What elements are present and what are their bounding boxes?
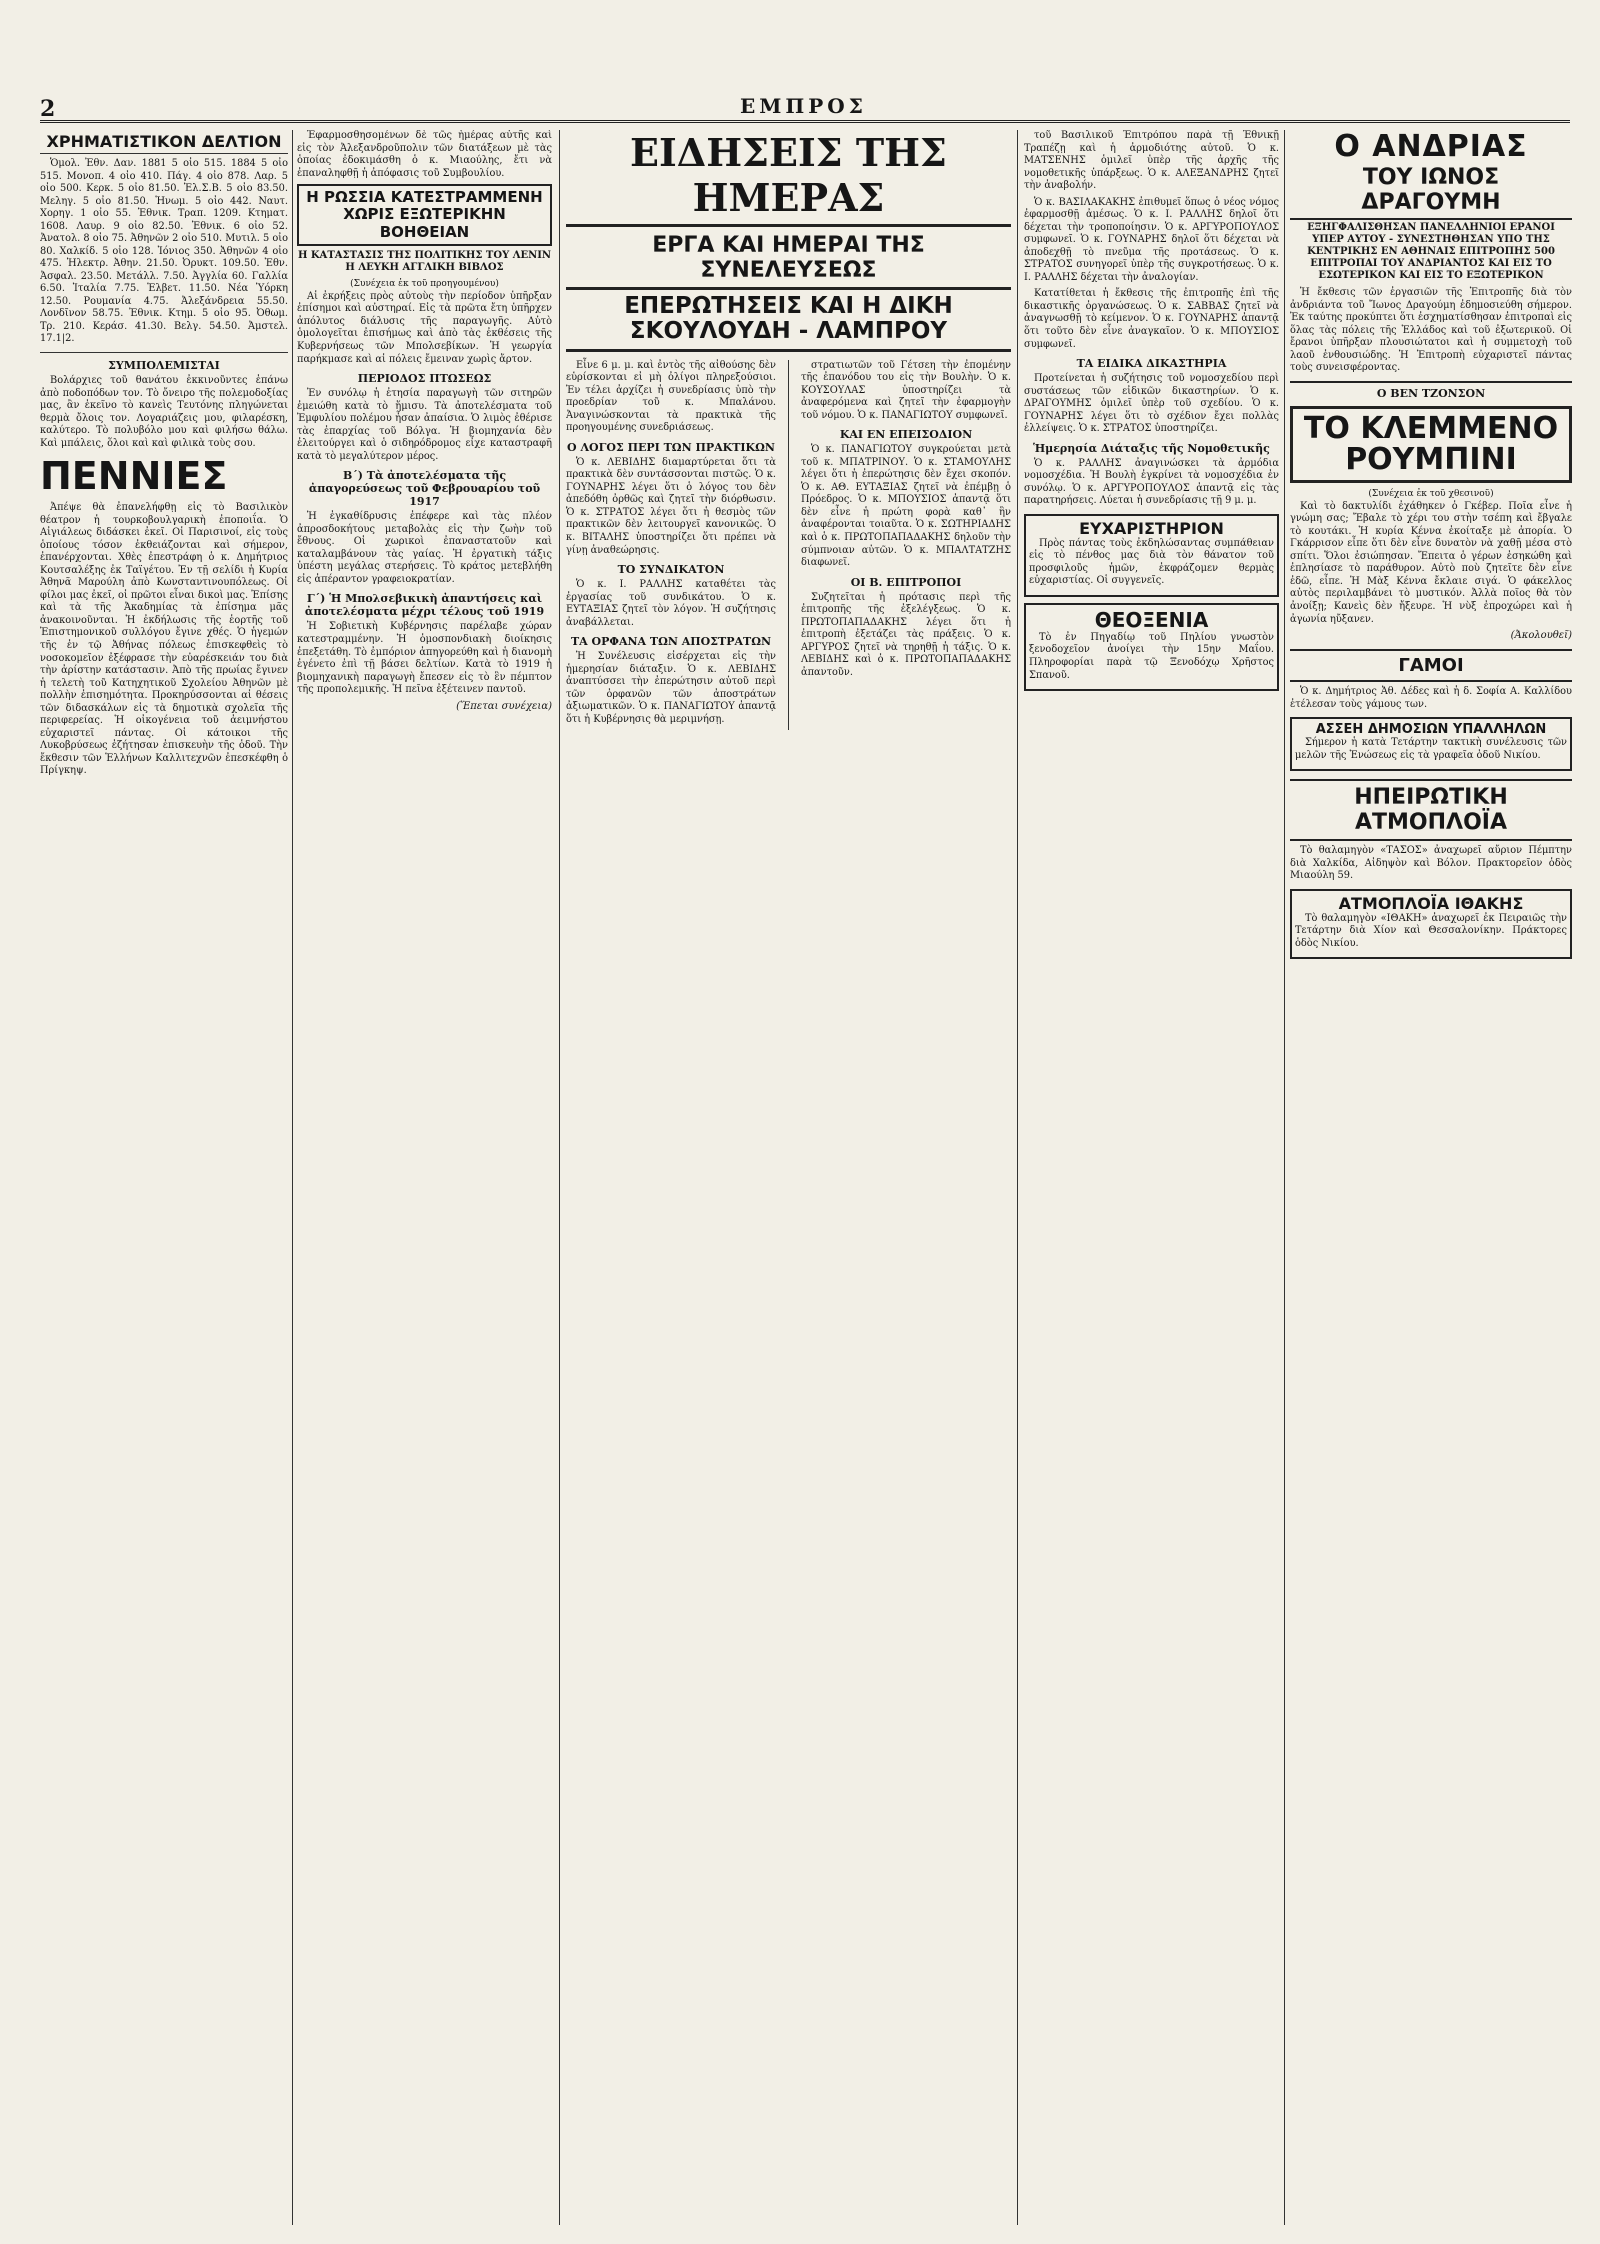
russia-article-subtitle: Η ΚΑΤΑΣΤΑΣΙΣ ΤΗΣ ΠΟΛΙΤΙΚΗΣ ΤΟΥ ΛΕΝΙΝ Η ΛΕΥΚΗ ΑΓΓΛΙΚΗ ΒΙΒΛΟΣ bbox=[297, 249, 552, 273]
minutes-text: Ὁ κ. ΛΕΒΙΔΗΣ διαμαρτύρεται ὅτι τὰ πρακτικὰ δὲν συντάσσονται πιστῶς. Ὁ κ. ΓΟΥΝΑΡΗΣ λέγει ὅτι ὁ λόγος του δὲν ἀπεδόθη ὀρθῶς καὶ ζητεῖ τὴν διόρθωσιν. Ὁ κ. ΣΤΡΑΤΟΣ λέγει ὅτι ἡ θεσμὸς τῶν πρακτικῶν δὲν λειτουργεῖ κανονικῶς. Ὁ κ. ΒΙΤΑΛΗΣ ὑποστηρίζει ὅτι πρέπει νὰ γίνῃ ἀναθεώρησις. bbox=[566, 456, 777, 556]
russia-article-text: Αἱ ἐκρήξεις πρὸς αὐτοὺς τὴν περίοδον ὑπῆρξαν ἐπίσημοι καὶ αὐστηραί. Εἰς τὰ πρῶτα ἔτη ὑπῆρχεν ἀπόλυτος διάλυσις τῆς παραγωγῆς. Αὐτὸ ὁμολογεῖται ἐπισήμως καὶ ἀπὸ τὰς ἐκθέσεις τῆς Κυβερνήσεως τῶν Μπολσεβίκων. Ἡ γεωργία παρήκμασε καὶ αἱ πόλεις ἔμειναν χωρὶς ἄρτον. bbox=[297, 290, 552, 365]
statue-subtitle: ΕΞΗΓΦΑΛΙΣΘΗΣΑΝ ΠΑΝΕΛΛΗΝΙΟΙ ΕΡΑΝΟΙ ΥΠΕΡ ΑΥΤΟΥ - ΣΥΝΕΣΤΗΘΗΣΑΝ ΥΠΟ ΤΗΣ ΚΕΝΤΡΙΚΗΣ ΕΝ ΑΘΗΝΑΙΣ ΕΠΙΤΡΟΠΗΣ 500 ΕΠΙΤΡΟΠΑΙ ΤΟΥ ΑΝΔΡΙΑΝΤΟΣ ΚΑΙ ΕΙΣ ΤΟ ΕΣΩΤΕΡΙΚΟΝ ΚΑΙ ΕΙΣ ΤΟ ΕΞΩΤΕΡΙΚΟΝ bbox=[1307, 222, 1555, 281]
agenda-text: Ὁ κ. ΡΑΛΛΗΣ ἀναγινώσκει τὰ ἀρμόδια νομοσχέδια. Ἡ Βουλὴ ἐγκρίνει τὰ νομοσχέδια ἐν συνόλῳ. Ὁ κ. ΑΡΓΥΡΟΠΟΥΛΟΣ ἀπαντᾷ εἰς τὰς παρατηρήσεις. Λύεται ἡ συνεδρίασις τῇ 9 μ. μ. bbox=[1024, 457, 1279, 507]
pennies-text: Ἀπέψε θὰ ἐπανελήφθῃ εἰς τὸ Βασιλικὸν θέατρον ἡ τουρκοβουλγαρικὴ ἐποποιΐα. Ὁ Αἰγιάλεως διδάσκει ἐκεῖ. Οἱ Παρισινοί, εἰς τοὺς ὁποίους τόσον ἐκθειάζονται καὶ σήμερον, ἐπανέρχονται. Χθὲς ἐπεστράφη ὁ κ. Δημήτριος Κουτσαλέξης ἐκ Ταϊγέτου. Ἐν τῇ σελίδι ἡ Κυρία Ἀθηνᾶ Μαρούλη ἀπὸ Κωνσταντινουπόλεως. Οἱ φίλοι μας ἐκεῖ, οἱ πρῶτοι εἶναι δικοὶ μας. Ἐπίσης καὶ τὰ τῆς Ἀκαδημίας τὰ ἐπίσημα μᾶς ἀνακοινοῦνται. Ἡ ἐκδήλωσις τῆς ἑορτῆς τοῦ Ἐπιστημονικοῦ συλλόγου ἔγινε χθές. Ὁ ἡγεμών τῆς ἐν τῷ Ἀθήνας πόλεως ἐπισκεφθεὶς τὸ νοσοκομεῖον ἐξέφρασε τὴν εὐαρέσκειάν του διὰ τὴν ἀρίστην κατάστασιν. Ἀπὸ τῆς πρωίας ἔγινεν ἡ τελετὴ τοῦ Κατηχητικοῦ Σχολείου Ἀθηνῶν μὲ πολλὴν ἐπισημότητα. Προκηρύσσονται αἱ θέσεις τῶν διδασκάλων εἰς τὰ δημοτικὰ σχολεῖα τῆς περιφερείας. Ἡ οἰκογένεια τοῦ ἀειμνήστου εὐχαριστεῖ πάντας. Οἱ κάτοικοι τῆς Λυκοβρύσεως ἐζήτησαν ἐπισκευὴν τῆς ὁδοῦ. Τὴν ἔκθεσιν τῶν Ἑλλήνων Καλλιτεχνῶν ἐπεσκέφθη ὁ Πρίγκηψ. bbox=[40, 502, 288, 777]
period-heading: ΠΕΡΙΟΔΟΣ ΠΤΩΣΕΩΣ bbox=[357, 372, 492, 386]
orphans-text: Ἡ Συνέλευσις εἰσέρχεται εἰς τὴν ἡμερησίαν διάταξιν. Ὁ κ. ΛΕΒΙΔΗΣ ἀναπτύσσει τὴν ἐπερώτησιν αὐτοῦ περὶ τῶν ὀρφανῶν τῶν ἀποστράτων ἀξιωματικῶν. Ὁ κ. ΠΑΝΑΓΙΩΤΟΥ ἀπαντᾷ ὅτι ἡ Κυβέρνησις θὰ μεριμνήσῃ. bbox=[566, 651, 777, 725]
separator bbox=[40, 352, 288, 353]
pennies-title: ΠΕΝΝΙΕΣ bbox=[40, 454, 228, 499]
story-title: ΤΟ ΚΛΕΜΜΕΝΟ ΡΟΥΜΠΙΝΙ bbox=[1290, 406, 1572, 483]
column-3 bbox=[566, 130, 1011, 2225]
column-divider bbox=[559, 130, 560, 2225]
section-c-text: Ἡ Σοβιετικὴ Κυβέρνησις παρέλαβε χώραν κατεστραμμένην. Ἡ ὁμοσπονδιακὴ διοίκησις ἐπεξετάθη. Τὸ ἐμπόριον ἀπηγορεύθη καὶ ἡ διανομὴ ἐγένετο ἐπὶ τῇ βάσει δελτίων. Κατὰ τὸ 1919 ἡ βιομηχανικὴ παραγωγὴ ἔπεσεν εἰς τὸ ἓν πέμπτον τῆς προπολεμικῆς. Ἡ πεῖνα ἐξέτεινεν παντοῦ. bbox=[297, 621, 552, 696]
proceedings-text: Ὁ κ. ΒΑΣΙΛΑΚΑΚΗΣ ἐπιθυμεῖ ὅπως ὁ νέος νόμος ἐφαρμοσθῇ ἀμέσως. Ὁ κ. Ι. ΡΑΛΛΗΣ δηλοῖ ὅτι δέχεται τὴν τροποποίησιν. Ὁ κ. ΑΡΓΥΡΟΠΟΥΛΟΣ συμφωνεῖ. Ὁ κ. ΓΟΥΝΑΡΗΣ δηλοῖ ὅτι δέχεται νὰ ἀποδεχθῇ τὸ πνεῦμα τῆς προτάσεως. Ὁ κ. ΣΤΡΑΤΟΣ συνηγορεῖ ὑπὲρ τῆς συγκροτήσεως. Ὁ κ. Ι. ΡΑΛΛΗΣ δέχεται τὴν ἀναλογίαν. bbox=[1024, 196, 1279, 283]
statue-text: Ἡ ἔκθεσις τῶν ἐργασιῶν τῆς Ἐπιτροπῆς διὰ τὸν ἀνδριάντα τοῦ Ἴωνος Δραγούμη ἐδημοσιεύθη σήμερον. Ἐκ ταύτης προκύπτει ὅτι ἐσχηματίσθησαν ἐπιτροπαὶ εἰς ὅλας τὰς πόλεις τῆς Ἑλλάδος καὶ τοῦ ἐξωτερικοῦ. Οἱ ἔρανοι ὑπῆρξαν πλουσιώτατοι καὶ ἡ συμμετοχὴ τοῦ λαοῦ ἐνθουσιώδης. Ἡ Ἐπιτροπὴ εὐχαριστεῖ πάντας τοὺς συνεισφέροντας. bbox=[1290, 287, 1572, 374]
assembly-works-title: ΕΡΓΑ ΚΑΙ ΗΜΕΡΑΙ ΤΗΣ ΣΥΝΕΛΕΥΣΕΩΣ bbox=[652, 233, 925, 283]
thanks-text: Πρὸς πάντας τοὺς ἐκδηλώσαντας συμπάθειαν εἰς τὸ πένθος μας διὰ τὸν θάνατον τοῦ προσφιλοῦς ἡμῶν, ἐκφράζομεν θερμὰς εὐχαριστίας. Οἱ συγγενεῖς. bbox=[1029, 537, 1274, 587]
ithaca-shipping-text: Τὸ θαλαμηγὸν «ΙΘΑΚΗ» ἀναχωρεῖ ἐκ Πειραιῶς τὴν Τετάρτην διὰ Χίον καὶ Θεσσαλονίκην. Πράκτορες ὁδὸς Νικίου. bbox=[1295, 912, 1567, 949]
thanks-notice bbox=[1024, 514, 1279, 597]
civil-servants-title: ΑΣΣΕΗ ΔΗΜΟΣΙΩΝ ΥΠΑΛΛΗΛΩΝ bbox=[1315, 722, 1547, 738]
column-2 bbox=[297, 130, 552, 2225]
paper-name: ΕΜΠΡΟΣ bbox=[740, 94, 867, 118]
russia-article-title: Η ΡΩΣΣΙΑ ΚΑΤΕΣΤΡΑΜΜΕΝΗ ΧΩΡΙΣ ΕΞΩΤΕΡΙΚΗΝ ΒΟΗΘΕΙΑΝ bbox=[297, 184, 552, 246]
column-4 bbox=[1024, 130, 1279, 2225]
statue-subject: ΤΟΥ ΙΩΝΟΣ ΔΡΑΓΟΥΜΗ bbox=[1290, 165, 1572, 220]
special-courts-text: Προτείνεται ἡ συζήτησις τοῦ νομοσχεδίου περὶ συστάσεως τῶν εἰδικῶν δικαστηρίων. Ὁ κ. ΔΡΑΓΟΥΜΗΣ ὁμιλεῖ ὑπὲρ τοῦ σχεδίου. Ὁ κ. ΓΟΥΝΑΡΗΣ λέγει ὅτι τὸ σχέδιον ἔχει πολλὰς ἐλλείψεις. Ὁ κ. ΣΤΡΑΤΟΣ ὑποστηρίζει. bbox=[1024, 373, 1279, 435]
top-rule bbox=[40, 120, 1570, 123]
minutes-heading: Ο ΛΟΓΟΣ ΠΕΡΙ ΤΩΝ ΠΡΑΚΤΙΚΩΝ bbox=[567, 440, 775, 454]
poem-title: ΣΥΜΠΟΛΕΜΙΣΤΑΙ bbox=[108, 358, 220, 372]
soldiers-text: στρατιωτῶν τοῦ Γέτσεη τὴν ἐπομένην τῆς ἐπανόδου του εἰς τὴν Βουλὴν. Ὁ κ. ΚΟΥΣΟΥΛΑΣ ὑποστηρίζει τὰ ἀναφερόμενα καὶ ζητεῖ τὴν ἐφαρμογὴν τοῦ νόμου. Ὁ κ. ΠΑΝΑΓΙΩΤΟΥ συμφωνεῖ. bbox=[800, 359, 1011, 421]
incident-text: Ὁ κ. ΠΑΝΑΓΙΩΤΟΥ συγκρούεται μετὰ τοῦ κ. ΜΠΑΤΡΙΝΟΥ. Ὁ κ. ΣΤΑΜΟΥΛΗΣ λέγει ὅτι ἡ ἐπερώτησις δὲν ἔχει σκοπόν. Ὁ κ. ΑΘ. ΕΥΤΑΞΙΑΣ ζητεῖ νὰ ἐπέμβῃ ὁ Πρόεδρος. Ὁ κ. ΜΠΟΥΣΙΟΣ ἀπαντᾷ ὅτι δὲν εἶνε ἡ πρώτη φορὰ καθ᾽ ἣν ἀναφέρονται τοιαῦτα. Ὁ κ. ΣΩΤΗΡΙΑΔΗΣ καὶ ὁ κ. ΠΡΩΤΟΠΑΠΑΔΑΚΗΣ δηλοῦν τὴν σύμπνοιαν αὐτῶν. Ὁ κ. ΜΠΑΛΤΑΤΖΗΣ διαφωνεῖ. bbox=[800, 444, 1011, 569]
syndicate-heading: ΤΟ ΣΥΝΔΙΚΑΤΟΝ bbox=[617, 563, 725, 577]
russia-article-note: (Συνέχεια ἐκ τοῦ προηγουμένου) bbox=[350, 278, 499, 289]
epirus-shipping-title: ΗΠΕΙΡΩΤΙΚΗ ΑΤΜΟΠΛΟΪΑ bbox=[1290, 779, 1572, 841]
center-left-subcolumn bbox=[566, 360, 776, 731]
story-continued: (Ἀκολουθεῖ) bbox=[1510, 630, 1572, 642]
stock-bulletin-text: Ὁμολ. Ἐθν. Δαν. 1881 5 οἰο 515. 1884 5 οἰο 515. Μονοπ. 4 οἰο 410. Πάγ. 4 οἰο 878. Λαρ. 5 οἰο 500. Κερκ. 5 οἰο 81.50. Ἐλ.Σ.Β. 5 οἰο 83.50. Μεληγ. 5 οἰο 81.50. Ἡνωμ. 5 οἰο 442. Ναυτ. Χορηγ. 1 οἰο 55. Ἐθνικ. Τραπ. 1209. Κτηματ. 1608. Λαυρ. 9 οἰο 82.50. Ἐθνικ. 6 οἰο 52. Ἀνατολ. 8 οἰο 75. Ἀθηνῶν 2 οἰο 510. Μυτιλ. 5 οἰο 80. Χαλκίδ. 5 οἰο 128. Ἰόνιος 350. Ἀθηνῶν 4 οἰο 475. Ἡλεκτρ. Ἀθην. 21.50. Ὀρυκτ. 109.50. Ἐθν. Ἀσφαλ. 23.50. Μετάλλ. 7.50. Ἀγγλία 60. Γαλλία 6.50. Ἰταλία 7.75. Ἑλβετ. 11.50. Νέα Ὑόρκη 12.50. Ρουμανία 4.75. Ἀλεξάνδρεια 55.50. Λονδῖνον 58.75. Ἐθνικ. Κτημ. 5 οἰο 95. Ὀθωμ. Τρ. 210. Κεράσ. 41.30. Βελγ. 54.50. Ἀμστελ. 17.1|2. bbox=[40, 158, 288, 345]
hotel-text: Τὸ ἐν Πηγαδίῳ τοῦ Πηλίου γνωστὸν ξενοδοχεῖον ἀνοίγει τὴν 15ην Μαΐου. Πληροφορίαι παρὰ τῷ Ξενοδόχῳ Χρῆστος Σπανοῦ. bbox=[1029, 631, 1274, 681]
page-number: 2 bbox=[40, 96, 56, 122]
news-of-the-day-title: ΕΙΔΗΣΕΙΣ ΤΗΣ ΗΜΕΡΑΣ bbox=[566, 130, 1011, 227]
column-divider bbox=[1284, 130, 1285, 2225]
weddings-text: Ὁ κ. Δημήτριος Ἀθ. Δέδες καὶ ἡ δ. Σοφία Α. Καλλίδου ἐτέλεσαν τοὺς γάμους των. bbox=[1290, 686, 1572, 710]
section-b-heading: Β΄) Τὰ ἀποτελέσματα τῆς ἀπαγορεύσεως τοῦ Φεβρουαρίου τοῦ 1917 bbox=[308, 469, 541, 509]
hotel-notice bbox=[1024, 603, 1279, 691]
bank-commissioner-text: τοῦ Βασιλικοῦ Ἐπιτρόπου παρὰ τῇ Ἐθνικῇ Τραπέζῃ καὶ ἡ ἀρμοδιότης αὐτοῦ. Ὁ κ. ΜΑΤΣΕΝΗΣ ὁμιλεῖ ὑπὲρ τῆς ἀρχῆς τῆς νομοθετικῆς ὑπάρξεως. Ὁ κ. ΑΛΕΞΑΝΔΡΗΣ ζητεῖ τὴν ἀναβολήν. bbox=[1024, 130, 1279, 192]
column-5 bbox=[1290, 130, 1572, 2225]
civil-servants-notice bbox=[1290, 717, 1572, 771]
orphans-heading: ΤΑ ΟΡΦΑΝΑ ΤΩΝ ΑΠΟΣΤΡΑΤΩΝ bbox=[570, 635, 772, 649]
civil-servants-text: Σήμερον ἡ κατὰ Τετάρτην τακτικὴ συνέλευσις τῶν μελῶν τῆς Ἑνώσεως εἰς τὰ γραφεῖα ὁδοῦ Νικίου. bbox=[1295, 737, 1567, 761]
special-courts-heading: ΤΑ ΕΙΔΙΚΑ ΔΙΚΑΣΤΗΡΙΑ bbox=[1076, 357, 1227, 371]
commissioners-text: Συζητεῖται ἡ πρότασις περὶ τῆς ἐπιτροπῆς τῆς ἐξελέγξεως. Ὁ κ. ΠΡΩΤΟΠΑΠΑΔΑΚΗΣ λέγει ὅτι ἡ ἐπιτροπὴ ἐξετάζει τὰς πράξεις. Ὁ κ. ΑΡΓΥΡΟΣ ζητεῖ νὰ τηρηθῇ ἡ τάξις. Ὁ κ. ΛΕΒΙΔΗΣ καὶ ὁ κ. ΠΡΩΤΟΠΑΠΑΔΑΚΗΣ ἀπαντοῦν. bbox=[800, 591, 1011, 678]
section-c-heading: Γ΄) Ἡ Μπολσεβικικὴ ἀπαντήσεις καὶ ἀποτελέσματα μέχρι τέλους τοῦ 1919 bbox=[304, 592, 545, 619]
session-text: Εἶνε 6 μ. μ. καὶ ἐντὸς τῆς αἰθούσης δὲν εὑρίσκονται εἰ μὴ ὀλίγοι πληρεξούσιοι. Ἐν τέλει ἀρχίζει ἡ συνεδρίασις ὑπὸ τὴν προεδρίαν τοῦ κ. Μπαλάνου. Ἀναγινώσκονται τὰ πρακτικὰ τῆς προηγουμένης συνεδριάσεως. bbox=[566, 359, 777, 434]
story-note: (Συνέχεια ἐκ τοῦ χθεσινοῦ) bbox=[1368, 488, 1494, 499]
weddings-title: ΓΑΜΟΙ bbox=[1290, 649, 1572, 682]
interpellations-title: ΕΠΕΡΩΤΗΣΕΙΣ ΚΑΙ Η ΔΙΚΗ ΣΚΟΥΛΟΥΔΗ - ΛΑΜΠΡΟΥ bbox=[566, 287, 1011, 352]
judicial-text: Κατατίθεται ἡ ἔκθεσις τῆς ἐπιτροπῆς ἐπὶ τῆς δικαστικῆς ὀργανώσεως. Ὁ κ. ΣΑΒΒΑΣ ζητεῖ νὰ ἀναγνωσθῇ τὸ κείμενον. Ὁ κ. ΓΟΥΝΑΡΗΣ ἀπαντᾷ ὅτι τοῦτο δὲν εἶνε ἀναγκαῖον. Ὁ κ. ΜΠΟΥΣΙΟΣ συμφωνεῖ. bbox=[1024, 288, 1279, 350]
column-divider bbox=[1017, 130, 1018, 2225]
stock-bulletin-heading: ΧΡΗΜΑΤΙΣΤΙΚΟΝ ΔΕΛΤΙΟΝ bbox=[40, 132, 288, 154]
subcolumn-divider bbox=[788, 360, 789, 731]
incident-heading: ΚΑΙ ΕΝ ΕΠΕΙΣΟΔΙΟΝ bbox=[839, 428, 973, 442]
syndicate-text: Ὁ κ. Ι. ΡΑΛΛΗΣ καταθέτει τὰς ἐργασίας τοῦ συνδικάτου. Ὁ κ. ΕΥΤΑΞΙΑΣ ζητεῖ τὸν λόγον. Ἡ συζήτησις ἀναβάλλεται. bbox=[566, 579, 777, 628]
masthead bbox=[40, 92, 1570, 122]
column-divider bbox=[292, 130, 293, 2225]
ithaca-shipping-notice bbox=[1290, 889, 1572, 960]
epirus-shipping-text: Τὸ θαλαμηγὸν «ΤΑΣΟΣ» ἀναχωρεῖ αὔριον Πέμπτην διὰ Χαλκίδα, Αἰδηψὸν καὶ Βόλον. Πρακτορεῖον ὁδὸς Μιαούλη 59. bbox=[1290, 845, 1572, 882]
ithaca-shipping-title: ΑΤΜΟΠΛΟΪΑ ΙΘΑΚΗΣ bbox=[1338, 893, 1524, 913]
hotel-title: ΘΕΟΞΕΝΙΑ bbox=[1094, 607, 1209, 632]
statue-title: Ο ΑΝΔΡΙΑΣ bbox=[1334, 130, 1528, 164]
agenda-heading: Ἡμερησία Διάταξις τῆς Νομοθετικῆς bbox=[1033, 441, 1270, 455]
period-text: Ἐν συνόλῳ ἡ ἐτησία παραγωγὴ τῶν σιτηρῶν ἐμειώθη κατὰ τὸ ἥμισυ. Τὰ ἀποτελέσματα τοῦ Ἐμφυλίου πολέμου ἦσαν ἀπαίσια. Ὁ λιμὸς ἐθέρισε τὰς ἐπαρχίας τοῦ Βόλγα. Ἡ βιομηχανία δὲν ἐλειτούργει καὶ ὁ σιδηρόδρομος εἶχε καταστραφῆ κατὰ τὸ μεγαλύτερον μέρος. bbox=[297, 388, 552, 462]
poem-text: Βολάρχιες τοῦ θανάτου ἐκκινοῦντες ἐπάνω ἀπὸ ποδοπόδων τον. Τὸ ὄνειρο τῆς πολεμοδοξίας μας, ἂν ἐκεῖνο τὸ κανεὶς Τευτόνης πληγώνεται θερμὰ ὄλοις τον. Λογαριάζεις μου, φιλαρέσκη, καλύτερο. Τὸ πολυβόλο μου καὶ φιλήσω θάλω. Καὶ μπάλεις, ὅλοι καὶ καὶ φιλικὰ τοὺς σου. bbox=[40, 374, 288, 449]
thanks-title: ΕΥΧΑΡΙΣΤΗΡΙΟΝ bbox=[1079, 518, 1224, 538]
story-text: Καὶ τὸ δακτυλίδι ἐχάθηκεν ὁ Γκέβερ. Ποῖα εἶνε ἡ γνώμη σας; Ἔβαλε τὸ χέρι του στὴν τσέπη καὶ ἔβγαλε τὸ κουτάκι. Ἡ κυρία Κέννα ἐκοίταξε μὲ ἀπορία. Ὁ Γκάρρισον εἶπε ὅτι δὲν εἶνε δυνατὸν νὰ χαθῇ μέσα στὸ σπίτι. Ὅλοι ἐσιώπησαν. Ἔπειτα ὁ γέρων ἐσηκώθη καὶ ἐπλησίασε τὸ παράθυρον. Αὐτὸ ποὺ ζητεῖτε δὲν εἶνε ἐδῶ, εἶπε. Ἡ Μὰξ Κέννα ἔκλαιε σιγά. Ὁ φάκελλος αὐτὸς περιλαμβάνει τὸ μυστικόν. Ἀλλὰ ποῖος θὰ τὸν ἀνοίξῃ; Κανεὶς δὲν ἤξευρε. Ἡ νὺξ ἐπροχώρει καὶ ἡ ἀγωνία ηὔξανεν. bbox=[1290, 500, 1572, 625]
section-b-text: Ἡ ἐγκαθίδρυσις ἐπέφερε καὶ τὰς πλέον ἀπροσδοκήτους μεταβολὰς εἰς τὴν ζωὴν τοῦ ἔθνους. Οἱ χωρικοὶ ἐπαναστατοῦν καὶ καταλαμβάνουν τὰς γαίας. Ἡ ἐργατικὴ τάξις ὑπέστη μεγάλας στερήσεις. Τὸ κράτος μετεβλήθη εἰς ἀπέραντον γραφειοκρατίαν. bbox=[297, 511, 552, 585]
column2-top-text: Ἐφαρμοσθησομένων δὲ τῶς ἡμέρας αὐτῆς καὶ εἰς τὸν Ἀλεξανδροῦπολιν τῶν διατάξεων μὲ τὰς ὁποίας ἐδοκιμάσθη ὁ κ. Μιαούλης, ἔτι νὰ ἐπαναληφθῇ ἡ ἀπόφασις τοῦ Συμβουλίου. bbox=[297, 130, 552, 179]
story-author: Ο ΒΕΝ ΤΖΟΝΣΟΝ bbox=[1290, 381, 1572, 400]
column-1 bbox=[40, 130, 288, 2225]
center-right-subcolumn bbox=[801, 360, 1011, 731]
commissioners-heading: ΟΙ Β. ΕΠΙΤΡΟΠΟΙ bbox=[850, 575, 962, 589]
continued-note: (Ἕπεται συνέχεια) bbox=[456, 700, 552, 712]
